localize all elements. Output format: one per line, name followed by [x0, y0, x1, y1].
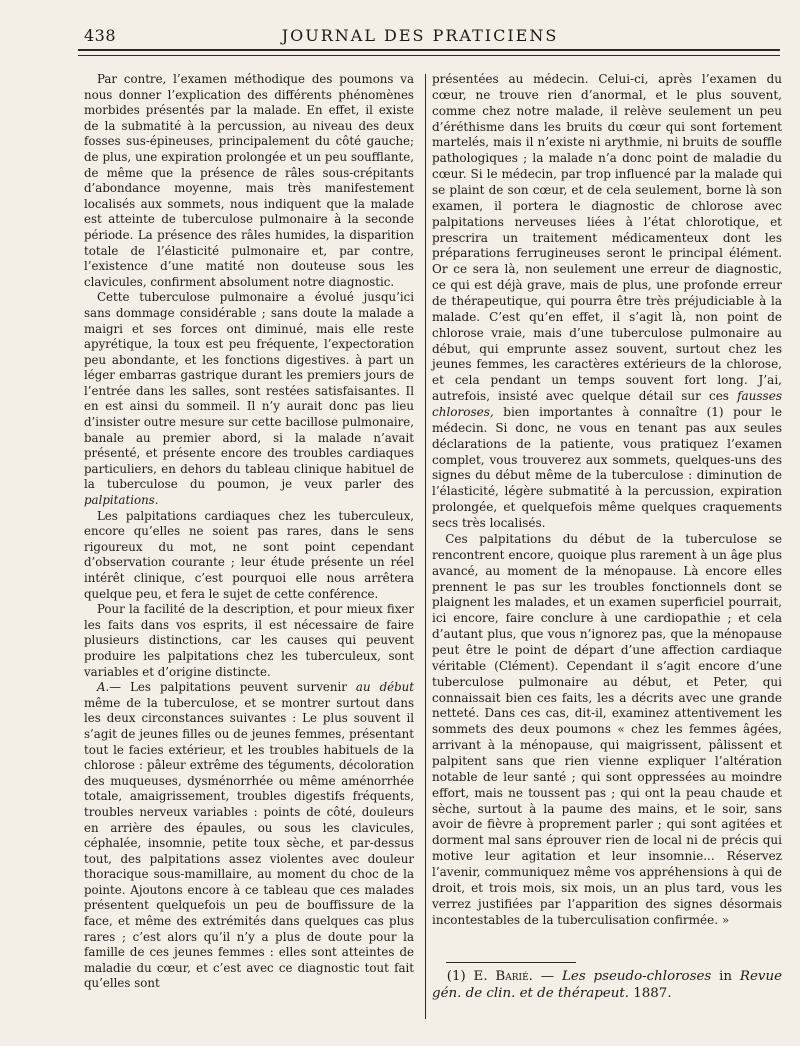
paragraph-text: bien importantes à connaître (1) pour le médecin. Si donc, ne vous en tenant pas aux seules déclarations de la patiente, vous pratiquez l’examen complet, vous trouverez aux sommets, quelques-uns des signes du début même de la tuberculose : diminution de l’élasticité, légère submatité à la percussion, expiration prolongée, et quelquefois même quelques craquements secs très localisés. — [432, 405, 782, 531]
footnote — [432, 968, 782, 1002]
page-number: 438 — [84, 26, 117, 45]
paragraph-text: Cette tuberculose pulmonaire a évolué jusqu’ici sans dommage considérable ; sans doute la malade a maigri et ses forces ont diminué, mais elle reste apyrétique, la toux est peu fréquente, l’expectoration peu abondante, et les fonctions digestives. à part un léger embarras gastrique durant les premiers jours de l’entrée dans les salles, sont restées satisfaisantes. Il en est ainsi du sommeil. Il n’y aurait donc pas lieu d’insister outre mesure sur cette bacillose pulmonaire, banale au premier abord, si la malade n’avait présenté, et présente encore des troubles cardiaques particuliers, en dehors du tableau clinique habituel de la tuberculose du poumon, je veux parler des — [84, 290, 414, 492]
journal-title: JOURNAL DES PRATICIENS — [281, 26, 559, 45]
page-header — [60, 22, 780, 52]
footnote-dash: — — [540, 969, 555, 984]
paragraph-palpitations-intro: Les palpitations cardiaques chez les tuberculeux, encore qu’elles ne soient pas rares, dans le sens rigoureux du mot, ne sont point cependant d’observation courante ; leur étude présente un réel intérêt clinique, c’est pourquoi elle nous arrêtera quelque peu, et fera le sujet de cette conférence. — [84, 508, 414, 601]
italic-term: palpitations. — [84, 493, 159, 508]
section-marker: A. — [96, 680, 110, 695]
italic-term: au début — [355, 680, 414, 695]
paragraph-text: — Les palpitations peuvent survenir — [109, 680, 347, 695]
paragraph-menopause: Ces palpitations du début de la tuberculose se rencontrent encore, quoique plus rarement à un âge plus avancé, au moment de la ménopause. Là encore elles prennent le pas sur les troubles fonctionnels dont se plaignent les malades, et un examen superficiel pourrait, ici encore, faire conclure à une cardiopathie ; et cela d’autant plus, que vous n’ignorez pas, que la ménopause peut être le point de départ d’une affection cardiaque véritable (Clément). Cependant il s’agit encore d’une tuberculose pulmonaire au début, et Peter, qui connaissait bien ces faits, les a décrits avec une grande netteté. Dans ces cas, dit-il, examinez attentivement les sommets des deux poumons « chez les femmes âgées, arrivant à la ménopause, qui maigrissent, pâlissent et palpitent sans que rien vienne expliquer l’altération notable de leur santé ; qui sont oppressées au moindre effort, mais ne toussent pas ; qui ont la peau chaude et sèche, surtout à la paume des mains, et le soir, sans avoir de fièvre à proprement parler ; qui sont agitées et dorment mal sans éprouver rien de local ni de précis qui motive leur agitation et leur insomnie... Réservez l’avenir, communiquez même vos appréhensions à qui de droit, et trois mois, six mois, un an plus tard, vous les verrez justifiées par l’apparition des signes désormais incontestables de la tuberculisation confirmée. » — [432, 531, 782, 927]
header-rule-thin — [78, 55, 780, 56]
footnote-title: Les pseudo-chloroses — [562, 969, 712, 984]
paragraph-tuberculosis-evolution — [84, 290, 414, 508]
footnote-in: in — [719, 969, 733, 984]
footnote-rule — [446, 962, 576, 963]
column-divider — [425, 74, 426, 1019]
left-column — [84, 72, 414, 992]
paragraph-continued — [432, 72, 782, 532]
footnote-year: 1887. — [633, 986, 672, 1001]
italic-term: fausses chloroses, — [432, 389, 782, 420]
right-column — [432, 72, 782, 928]
paragraph-text: présentées au médecin. Celui-ci, après l’examen du cœur, ne trouve rien d’anormal, et le plus souvent, comme chez notre malade, il relève seulement un peu d’éréthisme dans les bruits du cœur qui sont fortement martelés, mais il n’existe ni arythmie, ni bruits de souffle pathologiques ; la malade n’a donc point de maladie du cœur. Si le médecin, par trop influencé par la malade qui se plaint de son cœur, et de cela seulement, borne là son examen, il portera le diagnostic de chlorose avec palpitations nerveuses liées à l’état chlorotique, et prescrira un traitement médicamenteux dont les préparations ferrugineuses seront le principal élément. Or ce sera là, non seulement une erreur de diagnostic, ce qui est déjà grave, mais de plus, une profonde erreur de thérapeutique, qui pourra être très préjudiciable à la malade. C’est qu’en effet, il s’agit là, non point de chlorose vraie, mais d’une tuberculose pulmonaire au début, qui emprunte assez souvent, surtout chez les jeunes femmes, les caractères extérieurs de la chlorose, et cela pendant un temps souvent fort long. J’ai, autrefois, insisté avec quelque détail sur ces — [432, 72, 782, 404]
header-rule-thick — [78, 49, 780, 51]
paragraph-lung-exam: Par contre, l’examen méthodique des poumons va nous donner l’explication des différents phénomènes morbides présentés par la malade. En effet, il existe de la submatité à la percussion, au niveau des deux fosses sus-épineuses, principalement du côté gauche; de plus, une expiration prolongée et un peu soufflante, de même que la présence de râles sous-crépitants d’abondance moyenne, mais très manifestement localisés aux sommets, nous indiquent que la malade est atteinte de tuberculose pulmonaire à la seconde période. La présence des râles humides, la disparition totale de l’élasticité pulmonaire et, par contre, l’existence d’une matité non douteuse sous les clavicules, confirment absolument notre diagnostic. — [84, 72, 414, 289]
paragraph-section-a — [84, 680, 414, 992]
footnote-marker: (1) — [446, 969, 466, 984]
footnote-journal: Revue gén. de clin. et de thérapeut. — [432, 969, 783, 1001]
paragraph-distinctions: Pour la facilité de la description, et pour mieux fixer les faits dans vos esprits, il est nécessaire de faire plusieurs distinctions, car les causes qui peuvent produire les palpitations chez les tuberculeux, sont variables et d’origine distincte. — [84, 602, 414, 679]
paragraph-text: même de la tuberculose, et se montrer surtout dans les deux circonstances suivantes : Le plus souvent il s’agit de jeunes filles ou de jeunes femmes, présentant tout le facies extérieur, et les troubles habituels de la chlorose : pâleur extrême des téguments, décoloration des muqueuses, dysménorrhée ou même aménorrhée totale, amaigrissement, troubles digestifs fréquents, troubles nerveux variables : points de côté, douleurs en arrière des épaules, ou sous les clavicules, céphalée, insomnie, petite toux sèche, et par-dessus tout, des palpitations assez violentes avec douleur thoracique sous-mamillaire, au moment du choc de la pointe. Ajoutons encore à ce tableau que ces malades présentent quelquefois un peu de bouffissure de la face, et même des extrémités dans quelques cas plus rares ; c’est alors qu’il n’y a plus de doute pour la famille de ces jeunes femmes : elles sont atteintes de maladie du cœur, et c’est avec ce diagnostic tout fait qu’elles sont — [84, 695, 414, 991]
footnote-text — [432, 968, 782, 1002]
footnote-author: E. Barié. — [473, 969, 533, 984]
